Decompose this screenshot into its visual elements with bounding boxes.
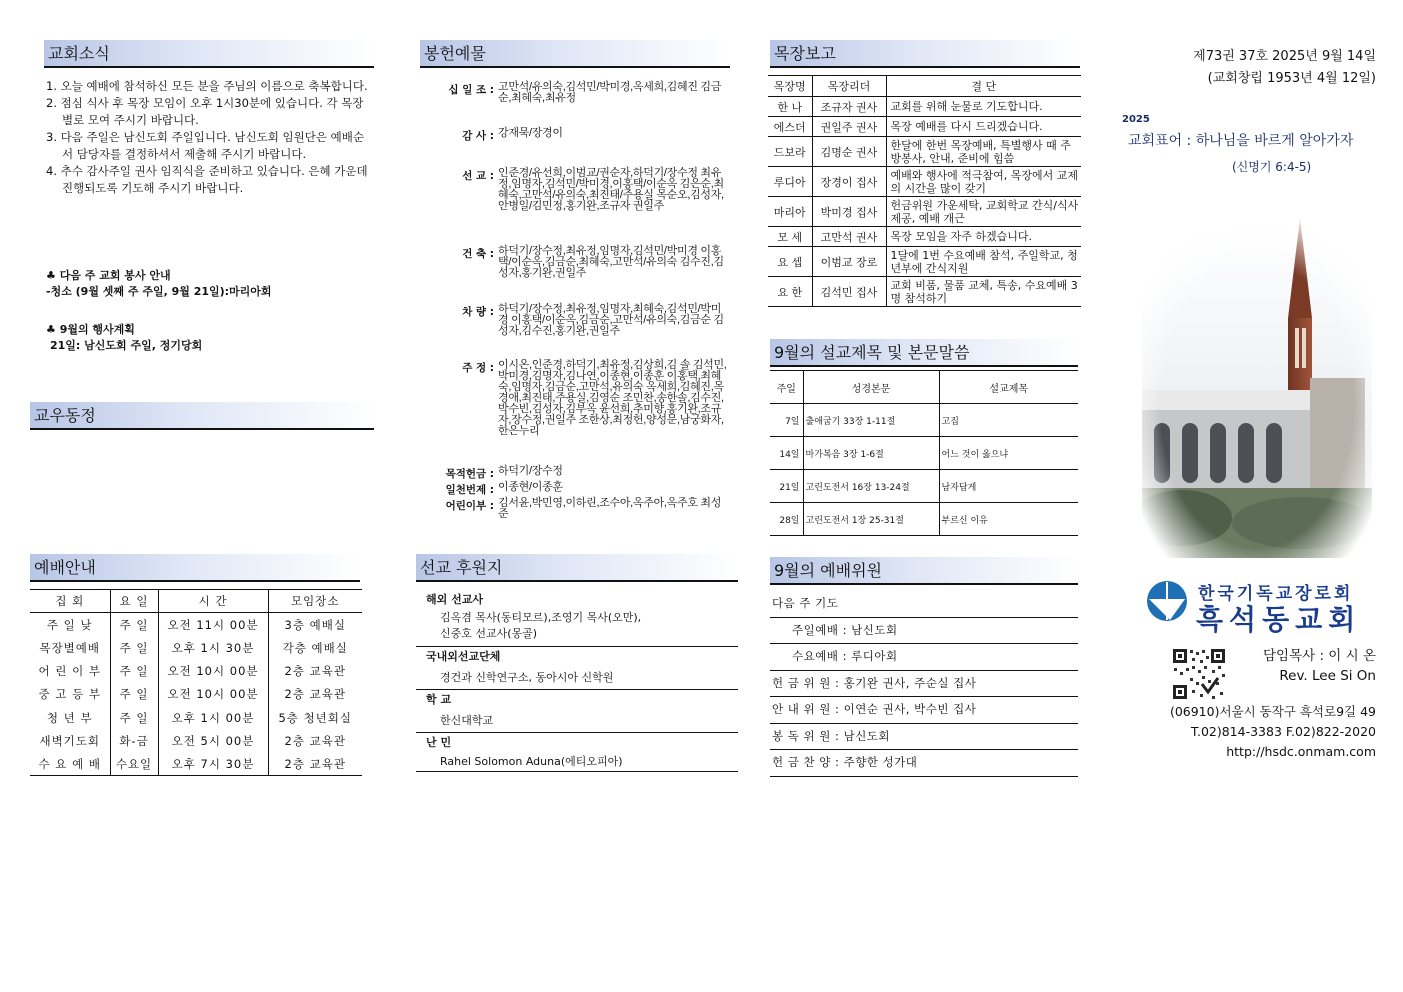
service-title: ♣ 다음 주 교회 봉사 안내 xyxy=(46,269,171,282)
cell: 수 요 예 배 xyxy=(30,753,110,776)
table-row xyxy=(770,437,1078,470)
church-news-header xyxy=(44,40,374,68)
cell: 권일주 권사 xyxy=(812,117,886,137)
pastor-label: 담임목사 : 이 시 온 xyxy=(1262,648,1376,664)
offering-row xyxy=(420,482,730,497)
offering-label: 어린이부 : xyxy=(445,500,494,512)
cell: 남자답게 xyxy=(939,470,1078,503)
offering-label: 목적헌금 : xyxy=(445,468,494,480)
cell: 드보라 xyxy=(768,137,812,167)
offering-row xyxy=(420,168,730,212)
cell: 28일 xyxy=(770,503,803,536)
col-header: 결 단 xyxy=(886,76,1081,97)
church-logo-icon xyxy=(1146,580,1188,622)
cell: 예배와 행사에 적극참여, 목장에서 교제의 시간을 많이 갖기 xyxy=(886,167,1081,197)
mission-category: 난 민 xyxy=(416,732,738,753)
cell: 한달에 한번 목장예배, 특별행사 때 주방봉사, 안내, 준비에 힘씀 xyxy=(886,137,1081,167)
table-row xyxy=(30,636,362,659)
cell: 화-금 xyxy=(110,729,158,752)
table-row xyxy=(30,613,362,636)
worship-guide-header xyxy=(30,554,360,582)
cell: 조규자 권사 xyxy=(812,97,886,117)
cell: 김석민 집사 xyxy=(812,277,886,307)
cell: 모 세 xyxy=(768,227,812,247)
sermons-table xyxy=(770,370,1078,536)
issue-info xyxy=(1120,46,1376,90)
cell: 3층 예배실 xyxy=(268,613,362,636)
mission-header xyxy=(416,554,738,582)
committee-line: 헌 금 위 원 : 홍기완 권사, 주순실 집사 xyxy=(770,671,1078,698)
cell: 새벽기도회 xyxy=(39,733,101,748)
worship-committee-header xyxy=(770,557,1078,585)
cell: 오후 1시 00분 xyxy=(158,706,268,729)
worship-committee-list xyxy=(770,591,1078,777)
service-notice xyxy=(46,268,366,300)
offering-value: 김서윤,박민영,이하린,조수아,옥주아,옥주호 최성준 xyxy=(498,497,722,520)
pastor-english-name: Rev. Lee Si On xyxy=(1279,668,1376,684)
committee-line: 다음 주 기도 xyxy=(770,591,1078,618)
offering-value: 하덕기/장수정,최유정,임명자,김석민/박미경 이홍택/이순옥,김금순,최혜숙,고만석/유의숙 김수진,김성자,홍기완,권일주 xyxy=(498,245,724,279)
event-notice xyxy=(46,322,366,354)
cell: 청 년 부 xyxy=(46,710,93,725)
offering-label: 일천번제 : xyxy=(445,484,494,496)
offerings-header xyxy=(420,40,730,68)
news-item: 2. 점심 식사 후 목장 모임이 오후 1시30분에 있습니다. 각 목장별로 모여 주시기 바랍니다. xyxy=(46,96,364,127)
offering-row xyxy=(420,246,730,279)
offering-value: 강재묵/장경이 xyxy=(498,127,563,139)
church-phone: T.02)814-3383 F.02)822-2020 xyxy=(1190,724,1376,739)
offering-value: 하덕기/장수정,최유정,임명자,최혜숙,김석민/박미경 이홍택/이순옥,김금순,고만석/유의숙,김금순 김성자,김수진,홍기완,권일주 xyxy=(498,303,724,337)
news-item: 4. 추수 감사주일 권사 임직식을 준비하고 있습니다. 은혜 가운데 진행되도록 기도해 주시기 바랍니다. xyxy=(46,164,368,195)
cell: 김명순 권사 xyxy=(812,137,886,167)
offering-value: 하덕기/장수정 xyxy=(498,465,563,477)
sermons-header-row xyxy=(770,371,1078,404)
mission-item: 신중호 선교사(몽골) xyxy=(440,627,538,640)
cell: 장경이 집사 xyxy=(812,167,886,197)
mission-item: 김옥겸 목사(동티모르),조영기 목사(오만), xyxy=(440,611,642,624)
cell: 오전 10시 00분 xyxy=(158,683,268,706)
col-header: 성경본문 xyxy=(803,371,939,404)
cell: 부르신 이유 xyxy=(939,503,1078,536)
cell: 루디아 xyxy=(768,167,812,197)
cell: 교회 비품, 물품 교체, 특송, 수요예배 3명 참석하기 xyxy=(886,277,1081,307)
contact-info xyxy=(1120,702,1376,762)
worship-guide-title: 예배안내 xyxy=(34,558,96,577)
cell-report-table xyxy=(768,75,1081,307)
service-detail: -청소 (9월 셋째 주 주일, 9월 21일):마리아회 xyxy=(46,285,272,298)
offerings-list xyxy=(420,82,740,532)
cell: 7일 xyxy=(770,404,803,437)
table-row xyxy=(30,729,362,752)
offering-row xyxy=(420,466,730,481)
cell: 주 일 xyxy=(110,706,158,729)
mission-category: 해외 선교사 xyxy=(426,593,483,606)
offering-label: 십 일 조 : xyxy=(448,84,494,96)
founded-date: (교회창립 1953년 4월 12일) xyxy=(1207,71,1376,86)
cell: 수요일 xyxy=(110,753,158,776)
offering-row xyxy=(420,128,730,143)
table-row xyxy=(768,97,1081,117)
committee-line: 안 내 위 원 : 이연순 권사, 박수빈 집사 xyxy=(770,697,1078,724)
cell: 주 일 xyxy=(110,659,158,682)
church-news-title: 교회소식 xyxy=(48,44,110,63)
table-row xyxy=(30,706,362,729)
table-row xyxy=(768,167,1081,197)
table-row xyxy=(30,659,362,682)
offering-value: 이종현/이종훈 xyxy=(498,481,563,493)
cell: 목장 모임을 자주 하겠습니다. xyxy=(886,227,1081,247)
motto-verse: (신명기 6:4-5) xyxy=(1232,160,1312,174)
cell: 2층 교육관 xyxy=(268,683,362,706)
offering-row xyxy=(420,304,730,337)
offering-row xyxy=(420,360,730,437)
cell: 주 일 xyxy=(110,636,158,659)
cell: 고집 xyxy=(939,404,1078,437)
cell: 요 한 xyxy=(768,277,812,307)
cell: 목장 예배를 다시 드리겠습니다. xyxy=(886,117,1081,137)
church-motto: 교회표어 : 하나님을 바르게 알아가자 xyxy=(1128,133,1354,149)
table-row xyxy=(768,277,1081,307)
mission-item: 경건과 신학연구소, 동아시아 신학원 xyxy=(440,671,614,684)
event-title: ♣ 9월의 행사계획 xyxy=(46,323,135,336)
cell: 이범교 장로 xyxy=(812,247,886,277)
denomination-name: 한국기독교장로회 xyxy=(1198,584,1354,604)
table-row xyxy=(768,197,1081,227)
col-header: 모임장소 xyxy=(268,590,362,613)
cell: 2층 교육관 xyxy=(268,753,362,776)
offering-label: 선 교 : xyxy=(462,170,494,182)
table-row xyxy=(30,683,362,706)
offering-label: 건 축 : xyxy=(462,248,494,260)
cell-report-header xyxy=(770,40,1080,68)
cell: 요 셉 xyxy=(768,247,812,277)
cell: 고린도전서 16장 13-24절 xyxy=(803,470,939,503)
church-website[interactable]: http://hsdc.onmam.com xyxy=(1226,744,1376,759)
table-row xyxy=(768,117,1081,137)
offering-label: 감 사 : xyxy=(462,130,494,142)
cell: 중 고 등 부 xyxy=(38,687,101,702)
cell: 각층 예배실 xyxy=(268,636,362,659)
col-header: 집 회 xyxy=(30,590,110,613)
cell: 오후 7시 30분 xyxy=(158,753,268,776)
offering-value: 고만석/유의숙,김석민/박미경,옥세희,김혜진 김금순,최혜숙,최유정 xyxy=(498,81,722,104)
news-item: 3. 다음 주일은 남신도회 주일입니다. 남신도회 임원단은 예배순서 담당자를 결정하셔서 제출해 주시기 바랍니다. xyxy=(46,130,364,161)
cell: 고만석 권사 xyxy=(812,227,886,247)
cell: 교회를 위해 눈물로 기도합니다. xyxy=(886,97,1081,117)
event-detail: 21일: 남신도회 주일, 정기당회 xyxy=(50,339,203,352)
table-row xyxy=(770,503,1078,536)
cell-report-header-row xyxy=(768,76,1081,97)
cell: 목장별예배 xyxy=(39,640,101,655)
cell: 마가복음 3장 1-6절 xyxy=(803,437,939,470)
issue-number: 제73권 37호 2025년 9월 14일 xyxy=(1193,49,1376,64)
cell: 어느 것이 옳으냐 xyxy=(939,437,1078,470)
cell: 2층 교육관 xyxy=(268,659,362,682)
col-header: 목장리더 xyxy=(812,76,886,97)
qr-code-icon xyxy=(1172,648,1226,700)
table-row xyxy=(768,137,1081,167)
col-header: 요 일 xyxy=(110,590,158,613)
news-item: 1. 오늘 예배에 참석하신 모든 분을 주님의 이름으로 축복합니다. xyxy=(46,79,368,93)
pastor-info xyxy=(1236,646,1376,686)
sermons-header xyxy=(770,339,1078,367)
cell: 오후 1시 30분 xyxy=(158,636,268,659)
sermons-title: 9월의 설교제목 및 본문말씀 xyxy=(774,343,970,362)
mission-category: 학 교 xyxy=(416,689,738,710)
col-header: 주일 xyxy=(770,371,803,404)
offering-value: 이시온,인준경,하덕기,최유정,김상희,김 솔 김석민,박미경,김명자,김나연,이종현,이종훈 이홍택,최혜숙,임명자,김금순,고만석,유의숙 옥세희,김혜진,목경애,최진태,주용실,김영순 조민찬,송한솔,김수진,박수빈,김성자,김부옥 윤선희,추미향,홍기완,조규자,장수정,권일주 조한상,최정헌,양성문,남궁화자,한은누리 xyxy=(498,359,727,437)
offering-row xyxy=(420,498,730,520)
church-name: 흑석동교회 xyxy=(1196,603,1362,636)
cell: 주 일 xyxy=(110,683,158,706)
committee-line: 헌 금 찬 양 : 주향한 성가대 xyxy=(770,750,1078,777)
cell: 박미경 집사 xyxy=(812,197,886,227)
cell: 출애굽기 33장 1-11절 xyxy=(803,404,939,437)
worship-committee-title: 9월의 예배위원 xyxy=(774,561,883,580)
worship-table xyxy=(30,589,362,776)
offerings-title: 봉헌예물 xyxy=(424,44,486,63)
table-row xyxy=(768,227,1081,247)
cell: 고린도전서 1장 25-31절 xyxy=(803,503,939,536)
cell: 주 일 xyxy=(110,613,158,636)
cell: 오전 5시 00분 xyxy=(158,729,268,752)
committee-line: 봉 독 위 원 : 남신도회 xyxy=(770,724,1078,751)
offering-label: 주 정 : xyxy=(462,362,494,374)
cell: 주 일 낮 xyxy=(46,617,93,632)
cell-report-title: 목장보고 xyxy=(774,44,836,63)
cell: 오전 10시 00분 xyxy=(158,659,268,682)
cell: 5층 청년회실 xyxy=(268,706,362,729)
mission-category: 국내외선교단체 xyxy=(416,646,738,667)
cell: 헌금위원 가운세탁, 교회학교 간식/식사 제공, 예배 개근 xyxy=(886,197,1081,227)
col-header: 목장명 xyxy=(768,76,812,97)
member-news-title: 교우동정 xyxy=(34,406,96,425)
cell: 오전 11시 00분 xyxy=(158,613,268,636)
table-row xyxy=(770,404,1078,437)
mission-item: Rahel Solomon Aduna(에티오피아) xyxy=(440,755,623,768)
table-row xyxy=(770,470,1078,503)
mission-item: 한신대학교 xyxy=(440,714,494,727)
cell: 14일 xyxy=(770,437,803,470)
church-news-list xyxy=(44,78,374,197)
church-building-illustration xyxy=(1142,218,1372,558)
col-header: 설교제목 xyxy=(939,371,1078,404)
mission-title: 선교 후원지 xyxy=(420,558,503,577)
cell: 21일 xyxy=(770,470,803,503)
offering-label: 차 량 : xyxy=(462,306,494,318)
worship-header-row xyxy=(30,590,362,613)
table-row xyxy=(768,247,1081,277)
cell: 2층 교육관 xyxy=(268,729,362,752)
offering-value: 인준경/유선희,이범교/권순자,하덕기/장수정 최유정,임명자,김석민/박미경,이홍택/이순옥 김은순,최혜숙,고만석/유의숙,최진태/주용실 목순오,김성자,안병일/김민정,홍기완,조규자 권일주 xyxy=(498,167,724,212)
cell: 1달에 1번 수요예배 참석, 주일학교, 청년부에 간식지원 xyxy=(886,247,1081,277)
member-news-header xyxy=(30,402,374,430)
col-header: 시 간 xyxy=(158,590,268,613)
offering-row xyxy=(420,82,730,104)
church-address: (06910)서울시 동작구 흑석로9길 49 xyxy=(1169,704,1376,719)
cell: 마리아 xyxy=(768,197,812,227)
motto-year: 2025 xyxy=(1122,114,1150,125)
cell: 어 린 이 부 xyxy=(38,664,101,679)
cell: 에스더 xyxy=(768,117,812,137)
mission-list xyxy=(416,590,738,772)
committee-line: 수요예배 : 루디아회 xyxy=(770,644,1078,671)
committee-line: 주일예배 : 남신도회 xyxy=(770,618,1078,645)
cell: 한 나 xyxy=(768,97,812,117)
table-row xyxy=(30,753,362,776)
